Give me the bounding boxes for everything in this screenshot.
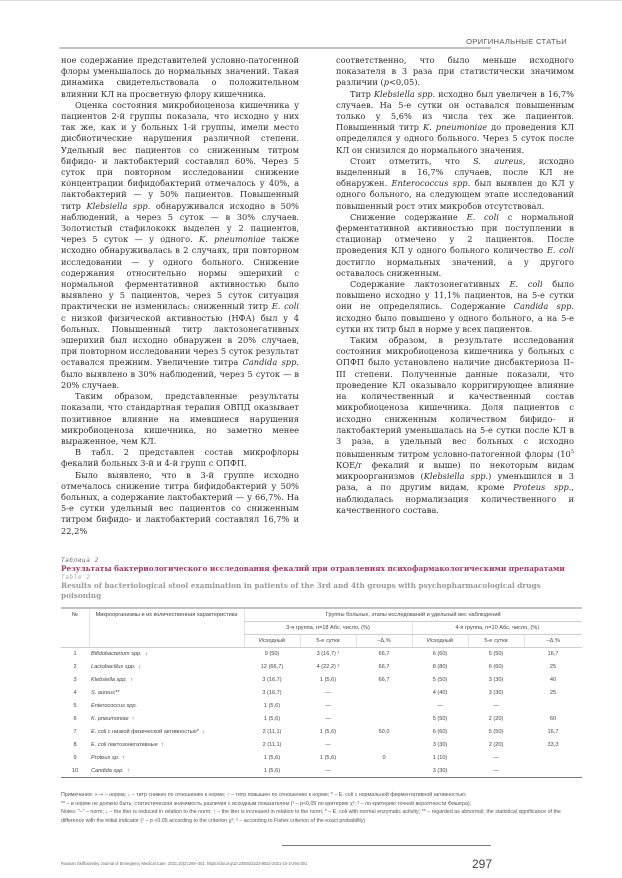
header-g3-day5: 5-е сутки <box>300 635 356 648</box>
g3-initial: 2 (11,1) <box>262 729 282 735</box>
arrow-down-icon: ↓ <box>144 651 148 658</box>
g3-day5: 1 (5,6) <box>319 729 337 735</box>
g3-delta: 66,7 <box>378 677 390 683</box>
g3-delta <box>356 765 412 778</box>
organism-name: Klebsiella spp. ↑ <box>91 677 133 683</box>
header-groups: Группы больных, этапы исследований и удельный вес наблюдений <box>244 608 582 622</box>
row-num: 8 <box>73 742 77 748</box>
table-title-ru: Результаты бактериологического исследования фекалий при отравлениях психофармакологическими препаратами <box>61 564 565 573</box>
g4-day5: — <box>493 703 499 709</box>
paragraph: Стоит отметить, что S. aureus, исходно выделенный в 16,7% случаев, после КЛ не обнаружен. Enterococcus spp. был выявлен до КЛ у одного больного, на следующем этапе исследований повышенный рост этих микробов отсутствовал. <box>336 155 574 211</box>
header-organism: Микроорганизмы и их количественная характеристика <box>89 608 244 648</box>
section-label: ОРИГИНАЛЬНЫЕ СТАТЬИ <box>466 37 567 46</box>
table-row <box>61 765 582 778</box>
row-num: 2 <box>73 664 77 670</box>
g4-day5: 5 (50) <box>488 651 504 658</box>
page-top-border <box>0 0 622 1</box>
g3-delta <box>356 700 412 713</box>
g4-initial: 1 (10) <box>432 755 448 761</box>
paragraph: Содержание лактозонегативных E. coli было повышено исходно у 11,1% пациентов, на 5-е сутки они не определялись. Содержание Candida spp. исходно было повышено у одного больного, а на 5-е сутки их титр был в норме у всех пациентов. <box>336 279 574 334</box>
g3-initial: 9 (50) <box>264 651 280 658</box>
arrow-up-icon: ↑ <box>131 716 135 722</box>
organism-name: E. coli лактозонегативные ↑ <box>91 742 164 748</box>
g3-day5: 1 (5,6) <box>319 677 337 683</box>
g3-initial: 3 (16,7) <box>262 690 282 696</box>
g3-initial: 2 (11,1) <box>262 742 282 748</box>
arrow-up-icon: ↑ <box>126 767 130 774</box>
g4-initial: 8 (80) <box>432 664 448 670</box>
results-table <box>61 607 582 778</box>
paragraph: Титр Klebsiella spp. исходно был увеличен в 16,7% случаев. На 5-е сутки он оставался повышенным только у 5,6% из числа тех же пациентов. Повышенный титр K. pneumoniae до проведения КЛ определялся у одного больного. Через 5 суток после КЛ он снизился до нормального значения. <box>336 88 574 155</box>
table-row <box>61 648 582 661</box>
left-text-column <box>61 55 299 537</box>
g4-day5: 2 (20) <box>488 716 504 722</box>
organism-name: Lactobacillus spp. ↓ <box>91 664 142 670</box>
organism-name: Bifidobacterium spp. ↓ <box>91 651 148 658</box>
table-label-en: Table 2 <box>61 574 91 581</box>
g4-day5: 3 (30) <box>488 690 504 696</box>
g3-day5: — <box>325 703 331 709</box>
g4-initial: 5 (50) <box>432 677 448 683</box>
row-num: 6 <box>73 716 77 722</box>
paragraph: Было выявлено, что в 3-й группе исходно отмечалось снижение титра бифидобактерий у 50% больных, а содержание лактобактерий — у 66,7%. На 5-е сутки удельный вес пациентов со сниженным титром бифидо- и лактобактерий составлял 16,7% и 22,2% <box>61 469 299 536</box>
g4-day5: — <box>468 765 524 778</box>
organism-name: Proteus sp. ↑ <box>91 755 126 761</box>
g3-day5: 3 (16,7) ¹ <box>316 651 340 658</box>
g4-delta <box>524 765 582 778</box>
table-label-ru: Таблица 2 <box>61 557 99 564</box>
g3-initial: 1 (5,6) <box>263 755 281 761</box>
g4-initial: — <box>437 703 443 709</box>
row-num: 3 <box>73 677 77 683</box>
g4-initial: 6 (60) <box>432 729 448 735</box>
g4-delta: 25 <box>549 664 557 670</box>
table-row <box>61 674 582 687</box>
notes-en: Notes: "–" – norm; ↓ – the titer is reduced in relation to the norm; ↑ – the titer is increased in relation to the norm; * – E. coli with normal enzymatic activity; ** – regarded as abnormal; the statistical significance of the difference with the initial indicator (¹ – p <0.05 according to the criterion χ²; ² – according to Fisher criterion of the exact probability) <box>61 809 561 824</box>
g3-delta <box>356 713 412 726</box>
g4-delta <box>524 752 582 765</box>
g4-initial: 3 (30) <box>412 765 468 778</box>
table-row <box>61 713 582 726</box>
g3-day5: — <box>325 690 331 696</box>
row-num: 9 <box>73 755 77 761</box>
organism-name: Candida spp. ↑ <box>89 765 244 778</box>
g3-initial: 12 (66,7) <box>260 664 284 670</box>
paragraph: Оценка состояния микробиоценоза кишечника у пациентов 2-й группы показала, что исходно у них так же, как и у больных 1-й группы, имели место дисбиотические нарушения различной степени. Удельный вес пациентов со сниженным титром бифидо- и лактобактерий составлял 60%. Через 5 суток при повторном исследовании снижение концентрации бифидобактерий отмечалось у 40%, а лактобактерий — у 50% пациентов. Повышенный титр Klebsiella spp. обнаруживался исходно в 50% наблюдений, а через 5 суток — в 30% случаев. Золотистый стафилококк выделен у 2 пациентов, через 5 суток — у одного. K. pneumoniae также исходно обнаруживалась в 2 случаях, при повторном исследовании — у одного больного. Снижение содержания относительно нормы эшерихий с нормальной ферментативной активностью было выявлено у 5 пациентов, через 5 суток ситуация практически не изменилась: сниженный титр E. coli с низкой физической активностью (НФА) был у 4 больных. Повышенный титр лактозонегативных эшерихий был исходно обнаружен в 20% случаев, при повторном исследовании через 5 суток результат оставался прежним. Увеличение титра Candida spp. было выявлено в 30% наблюдений, через 5 суток — в 20% случаев. <box>61 99 299 390</box>
table-title-en: Results of bacteriological stool examination in patients of the 3rd and 4th groups with psychopharmacological drugs poisoning <box>61 581 541 600</box>
g4-day5: 5 (50) <box>488 729 504 735</box>
row-num: 1 <box>73 651 77 658</box>
table-caption <box>61 557 581 601</box>
organism-name: K. pneumoniae ↑ <box>91 716 135 722</box>
g3-initial: 1 (5,6) <box>244 765 300 778</box>
paragraph: Снижение содержание E. coli с нормальной ферментативной активностью при поступлении в стационар отмечено у 2 пациентов. После проведения КЛ у одного больного количество E. coli достигло нормальных значений, а у другого оставалось сниженным. <box>336 211 574 278</box>
g3-day5: — <box>300 765 356 778</box>
paragraph: соответственно, что было меньше исходного показателя в 3 раза при статистически значимом различии (p<0,05). <box>336 55 574 88</box>
organism-name: S. aureus** <box>91 690 120 696</box>
arrow-down-icon: ↓ <box>201 729 205 735</box>
g3-day5: — <box>325 716 331 722</box>
g3-initial: 1 (5,6) <box>263 703 281 709</box>
page-number: 297 <box>471 857 492 871</box>
g4-delta: 16,7 <box>547 651 559 658</box>
g4-day5: — <box>493 755 499 761</box>
table-row <box>61 726 582 739</box>
g4-delta <box>524 700 582 713</box>
header-g4-initial: Исходный <box>412 635 468 648</box>
table-row <box>61 661 582 674</box>
header-num: № <box>61 608 89 648</box>
footer-citation[interactable]: Russian Sklifosovsky Journal of Emergency Medical Care. 2021;10(2):294–301. https://doi.org/10.23934/2223-9022-2021-10-2-294-301 <box>61 861 308 866</box>
g3-delta: 66,7 <box>378 651 390 658</box>
row-num: 7 <box>73 729 77 735</box>
g3-day5: — <box>325 742 331 748</box>
header-g3-delta: –Δ,% <box>356 635 412 648</box>
paragraph: Таким образом, в результате исследования состояния микробиоценоза кишечника у больных с ОПФП было установлено наличие дисбактериоза II–III степени. Полученные данные показали, что проведение КЛ оказывало корригирующее влияние на количественный и качественный состав микробиоценоза кишечника. Доля пациентов с исходно сниженным количеством бифидо- и лактобактерий уменьшалась на 5-е сутки после КЛ в 3 раза, а удельный вес больных с исходно повышенным титром условно-патогенной флоры ($10^5$ КОЕ/г фекалий и выше) по некоторым видам микроорганизмов (Klebsiella spp.) уменьшился в 3 раза, а по другим видам, кроме Proteus spp., наблюдалась нормализация количественного и качественного состава. <box>336 335 575 515</box>
g4-day5: 6 (60) <box>488 664 504 670</box>
row-num: 4 <box>73 690 77 696</box>
footer-rule <box>282 845 491 846</box>
g4-day5: 3 (30) <box>488 677 504 683</box>
notes-ru-line2: ** – в норме не должно быть; статистическая значимость различия с исходным показателем (¹ – p<0,05 по критерию χ²; ² – по критерию точной вероятности Фишера); <box>61 800 472 807</box>
header-g4-delta: –Δ,% <box>524 635 582 648</box>
header-g3-initial: Исходный <box>244 635 300 648</box>
header-group3: 3-я группа, n=18 Абс. число, (%) <box>244 622 412 635</box>
g4-initial: 3 (30) <box>432 742 448 748</box>
g3-day5: 1 (5,6) <box>319 755 337 761</box>
arrow-down-icon: ↓ <box>138 664 142 670</box>
g3-initial: 3 (16,7) <box>262 677 282 683</box>
arrow-up-icon: ↑ <box>160 742 164 748</box>
g4-initial: 4 (40) <box>432 690 448 696</box>
g3-delta: 0 <box>382 755 386 761</box>
notes-ru-line1: Примечания: «–» – норма; ↓ – титр снижен по отношению к норме; ↑ – титр повышен по отношению к норме; * – E. coli с нормальной ферментативной активностью; <box>61 792 467 798</box>
table-notes <box>61 791 582 825</box>
g4-initial: 6 (60) <box>432 651 448 658</box>
table-row <box>61 739 582 752</box>
paragraph: В табл. 2 представлен состав микрофлоры фекалий больных 3-й и 4-й групп с ОПФП. <box>61 447 299 469</box>
g4-day5: 2 (20) <box>488 742 504 748</box>
header-rule <box>59 47 491 49</box>
organism-name: Enterococcus spp. <box>91 703 138 709</box>
g3-delta <box>356 739 412 752</box>
g3-initial: 1 (5,6) <box>263 716 281 722</box>
row-num: 10 <box>61 765 89 778</box>
g4-initial: 5 (50) <box>432 716 448 722</box>
g3-delta: 50,0 <box>378 729 390 735</box>
header-group4: 4-я группа, n=10 Абс. число, (%) <box>412 622 582 635</box>
g3-delta <box>356 687 412 700</box>
paragraph: Таким образом, представленные результаты показали, что стандартная терапия ОВПД оказывает позитивное влияние на имевшиеся нарушения микробиоценоза кишечника, но заметно менее выраженное, чем КЛ. <box>61 391 299 446</box>
g4-delta: 16,7 <box>547 729 559 735</box>
g4-delta: 25 <box>549 690 557 696</box>
organism-name: E. coli с низкой физической активностью* ↓ <box>91 729 205 735</box>
arrow-up-icon: ↑ <box>122 755 126 761</box>
table-row <box>61 752 582 765</box>
header-g4-day5: 5-е сутки <box>468 635 524 648</box>
right-text-column <box>336 55 574 516</box>
g3-delta: 66,7 <box>378 664 390 670</box>
g4-delta: 40 <box>549 677 557 683</box>
table-row <box>61 700 582 713</box>
table-row <box>61 687 582 700</box>
paragraph: ное содержание представителей условно-патогенной флоры уменьшалось до нормальных значений. Такая динамика свидетельствовала о положительном влиянии КЛ на просветную флору кишечника. <box>61 55 299 99</box>
arrow-up-icon: ↑ <box>130 677 133 683</box>
g3-day5: 4 (22,2) ² <box>316 664 340 670</box>
g4-delta: 33,3 <box>547 742 559 748</box>
row-num: 5 <box>73 703 77 709</box>
g4-delta: 60 <box>549 716 557 722</box>
